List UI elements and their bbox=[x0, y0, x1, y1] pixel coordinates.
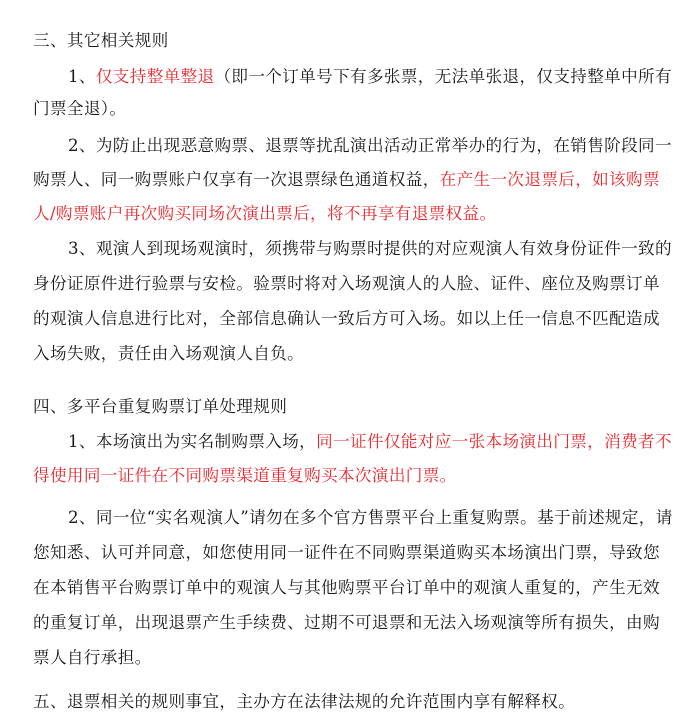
body-text: 1、本场演出为实名制购票入场， bbox=[68, 432, 317, 451]
section-5-heading: 五、退票相关的规则事宜，主办方在法律法规的允许范围内享有解释权。 bbox=[33, 692, 576, 711]
section-3-item-3-line-1: 3、观演人到现场观演时，须携带与购票时提供的对应观演人有效身份证件一致的 bbox=[68, 239, 672, 258]
body-text: 购票人、同一购票账户仅享有一次退票绿色通道权益， bbox=[33, 170, 440, 189]
section-3-item-2-line-1: 2、为防止出现恶意购票、退票等扰乱演出活动正常举办的行为，在销售阶段同一 bbox=[68, 136, 672, 155]
section-4-item-2-line-3: 在本销售平台购票订单中的观演人与其他购票平台订单中的观演人重复的，产生无效 bbox=[33, 578, 660, 597]
section-4-item-1-line-1 bbox=[68, 432, 672, 452]
section-3-heading: 三、其它相关规则 bbox=[33, 31, 169, 50]
section-4-item-2-line-2: 您知悉、认可并同意，如您使用同一证件在不同购票渠道购买本场演出门票，导致您 bbox=[33, 543, 660, 562]
emphasis-text: 仅支持整单整退 bbox=[95, 67, 215, 86]
section-3-item-2-line-2 bbox=[33, 170, 660, 190]
section-3-item-1-line-1 bbox=[68, 67, 672, 87]
emphasis-text: 在产生一次退票后，如该购票 bbox=[439, 170, 660, 189]
section-3-item-3-line-2: 身份证原件进行验票与安检。验票时将对入场观演人的人脸、证件、座位及购票订单 bbox=[33, 274, 660, 293]
section-4-heading: 四、多平台重复购票订单处理规则 bbox=[33, 397, 288, 416]
section-4-item-2-line-4: 的重复订单，出现退票产生手续费、过期不可退票和无法入场观演等所有损失，由购 bbox=[33, 613, 660, 632]
section-4-item-1-line-2: 得使用同一证件在不同购票渠道重复购买本次演出门票。 bbox=[33, 466, 457, 485]
item-number: 1、 bbox=[68, 67, 96, 86]
body-text: （即一个订单号下有多张票，无法单张退，仅支持整单中所有 bbox=[214, 67, 672, 86]
section-4-item-2-line-1: 2、同一位“实名观演人”请勿在多个官方售票平台上重复购票。基于前述规定，请 bbox=[68, 508, 673, 527]
section-4-item-2-line-5: 票人自行承担。 bbox=[33, 648, 152, 667]
emphasis-text: 同一证件仅能对应一张本场演出门票，消费者不 bbox=[316, 432, 672, 451]
section-3-item-3-line-3: 的观演人信息进行比对，全部信息确认一致后方可入场。如以上任一信息不匹配造成 bbox=[33, 309, 660, 328]
section-3-item-2-line-3: 人/购票账户再次购买同场次演出票后，将不再享有退票权益。 bbox=[33, 204, 497, 223]
section-3-item-3-line-4: 入场失败，责任由入场观演人自负。 bbox=[33, 344, 305, 363]
section-3-item-1-line-2: 门票全退）。 bbox=[33, 99, 127, 118]
